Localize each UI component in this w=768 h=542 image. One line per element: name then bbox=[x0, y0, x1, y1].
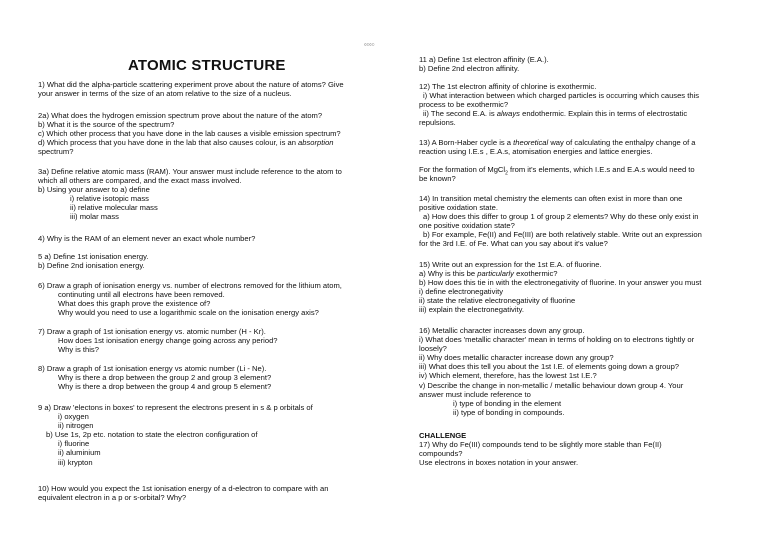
question-16 bbox=[419, 326, 694, 417]
question-7-line-2: How does 1st ionisation energy change going across any period? bbox=[58, 336, 278, 346]
question-2d-text: d) Which process that you have done in the lab that also causes colour, is an bbox=[38, 138, 296, 148]
question-13-formula-end: from it's elements, which I.E.s and E.A.s would need to bbox=[510, 165, 695, 175]
question-14a-line-2: one positive oxidation state? bbox=[419, 221, 515, 231]
question-7 bbox=[38, 327, 278, 354]
question-13-line-3 bbox=[419, 165, 696, 177]
question-5 bbox=[38, 252, 148, 270]
question-15-line-1: 15) Write out an expression for the 1st E.A. of fluorine. bbox=[419, 260, 602, 269]
question-15a-text-end: exothermic? bbox=[516, 269, 558, 279]
question-17-line-1: 17) Why do Fe(III) compounds tend to be slightly more stable than Fe(II) bbox=[419, 440, 662, 450]
challenge-section bbox=[419, 431, 662, 467]
question-3a-line-2: which all others are compared, and the exact mass involved. bbox=[38, 176, 242, 186]
question-16-v-line-1: v) Describe the change in non-metallic / metallic behaviour down group 4. Your bbox=[419, 380, 684, 390]
question-12-i-line-2: process to be exothermic? bbox=[419, 100, 509, 110]
question-14b-line-1: b) For example, Fe(II) and Fe(III) are both relatively stable. Write out an expression bbox=[423, 230, 702, 240]
question-2c: c) Which other process that you have done in the lab causes a visible emission spectrum? bbox=[38, 129, 341, 139]
question-13-text: 13) A Born-Haber cycle is a bbox=[419, 138, 512, 147]
question-13-line-1 bbox=[419, 138, 696, 147]
question-15a-emphasis: particularly bbox=[477, 269, 514, 279]
challenge-heading: CHALLENGE bbox=[419, 431, 467, 440]
question-3b-i: i) relative isotopic mass bbox=[70, 194, 149, 204]
question-4 bbox=[38, 234, 255, 243]
question-16-line-1: 16) Metallic character increases down any group. bbox=[419, 326, 585, 335]
question-9b: b) Use 1s, 2p etc. notation to state the electron configuration of bbox=[46, 430, 258, 440]
question-16-iii: iii) What does this tell you about the 1st I.E. of elements going down a group? bbox=[419, 362, 680, 372]
question-13-text-end: way of calculating the enthalpy change of a bbox=[550, 138, 696, 147]
question-16-v-ii: ii) type of bonding in compounds. bbox=[453, 407, 565, 417]
question-8-line-2: Why is there a drop between the group 2 and group 3 element? bbox=[58, 373, 272, 383]
question-14 bbox=[419, 194, 702, 249]
question-13-emphasis: theoretical bbox=[513, 138, 549, 147]
question-6 bbox=[38, 281, 342, 317]
question-16-i-line-1: i) What does 'metallic character' mean in terms of holding on to electrons tightly or bbox=[419, 335, 695, 345]
question-11a: 11 a) Define 1st electron affinity (E.A.). bbox=[419, 55, 549, 64]
question-10-line-1: 10) How would you expect the 1st ionisation energy of a d-electron to compare with an bbox=[38, 484, 329, 493]
question-11 bbox=[419, 55, 549, 73]
header-stamp: ©©©© bbox=[364, 43, 375, 47]
question-13-line-2: reaction using I.E.s , E.A.s, atomisation energies and lattice energies. bbox=[419, 147, 653, 157]
question-14b-line-2: for the 3rd I.E. of Fe. What can you say about it's value? bbox=[419, 239, 608, 249]
question-8-line-3: Why is there a drop between the group 4 and group 5 element? bbox=[58, 382, 272, 392]
question-14-line-2: positive oxidation state. bbox=[419, 203, 498, 213]
question-14a-line-1: a) How does this differ to group 1 of group 2 elements? Why do these only exist in bbox=[423, 212, 699, 222]
question-13-line-4: be known? bbox=[419, 174, 456, 184]
question-8-line-1: 8) Draw a graph of 1st ionisation energy vs atomic number (Li - Ne). bbox=[38, 364, 267, 373]
question-2d-emphasis: absorption bbox=[298, 138, 334, 148]
question-14-line-1: 14) In transition metal chemistry the elements can often exist in more than one bbox=[419, 194, 683, 203]
question-9b-ii: ii) aluminium bbox=[58, 448, 101, 458]
question-2d-cont: spectrum? bbox=[38, 147, 74, 157]
question-9a-ii: ii) nitrogen bbox=[58, 421, 94, 431]
question-3b: b) Using your answer to a) define bbox=[38, 185, 150, 195]
question-11b: b) Define 2nd electron affinity. bbox=[419, 64, 520, 74]
question-9 bbox=[38, 403, 313, 467]
question-15a-text: a) Why is this be bbox=[419, 269, 476, 279]
question-4-text: 4) Why is the RAM of an element never an exact whole number? bbox=[38, 234, 256, 243]
question-17-line-3: Use electrons in boxes notation in your answer. bbox=[419, 458, 579, 468]
question-3b-iii: iii) molar mass bbox=[70, 212, 119, 222]
question-13 bbox=[419, 138, 696, 183]
question-15a bbox=[419, 269, 701, 278]
question-1 bbox=[38, 80, 344, 98]
question-15b: b) How does this tie in with the electronegativity of fluorine. In your answer you must bbox=[419, 278, 702, 288]
question-8 bbox=[38, 364, 271, 391]
question-10 bbox=[38, 484, 328, 502]
question-2d bbox=[38, 138, 341, 147]
question-7-line-3: Why is this? bbox=[58, 345, 99, 355]
question-2 bbox=[38, 111, 341, 156]
question-16-v-i: i) type of bonding in the element bbox=[453, 398, 562, 408]
question-6-line-3: What does this graph prove the existence of? bbox=[58, 299, 211, 309]
question-13-formula: For the formation of MgCl bbox=[419, 165, 506, 175]
question-12-ii-text: ii) The second E.A. is bbox=[423, 109, 495, 119]
question-15b-i: i) define electronegativity bbox=[419, 287, 503, 297]
question-7-line-1: 7) Draw a graph of 1st ionisation energy vs. atomic number (H - Kr). bbox=[38, 327, 266, 336]
question-12-ii-line-1 bbox=[419, 109, 699, 118]
question-16-ii: ii) Why does metallic character increase down any group? bbox=[419, 353, 614, 363]
question-15b-iii: iii) explain the electronegativity. bbox=[419, 305, 524, 315]
question-6-line-2: continuting until all electrons have been removed. bbox=[58, 290, 225, 300]
question-9b-iii: iii) krypton bbox=[58, 457, 93, 467]
question-9b-i: i) fluorine bbox=[58, 439, 90, 449]
question-16-iv: iv) Which element, therefore, has the lowest 1st I.E.? bbox=[419, 371, 597, 381]
question-16-v-line-2: answer must include reference to bbox=[419, 389, 531, 399]
question-13-subscript: 2 bbox=[505, 170, 508, 177]
question-10-line-2: equivalent electron in a p or s-orbital? Why? bbox=[38, 493, 187, 503]
question-9a: 9 a) Draw 'electons in boxes' to represent the electrons present in s & p orbitals of bbox=[38, 403, 313, 412]
question-1-line-1: 1) What did the alpha-particle scattering experiment prove about the nature of atoms? Give bbox=[38, 80, 344, 89]
question-15 bbox=[419, 260, 701, 315]
question-3b-ii: ii) relative molecular mass bbox=[70, 203, 158, 213]
question-12 bbox=[419, 82, 699, 127]
question-15b-ii: ii) state the relative electronegativity of fluorine bbox=[419, 296, 576, 306]
question-3a-line-1: 3a) Define relative atomic mass (RAM). Your answer must include reference to the atom to bbox=[38, 167, 342, 176]
question-9a-i: i) oxygen bbox=[58, 412, 89, 422]
question-5a: 5 a) Define 1st ionisation energy. bbox=[38, 252, 149, 261]
question-5b: b) Define 2nd ionisation energy. bbox=[38, 261, 145, 271]
question-2b: b) What it is the source of the spectrum? bbox=[38, 120, 175, 130]
question-1-line-2: your answer in terms of the size of an atom relative to the size of a nucleus. bbox=[38, 89, 292, 99]
question-6-line-4: Why would you need to use a logarithmic scale on the ionisation energy axis? bbox=[58, 308, 319, 318]
question-17-line-2: compounds? bbox=[419, 449, 463, 459]
question-3 bbox=[38, 167, 342, 222]
question-12-ii-emphasis: always bbox=[496, 109, 520, 119]
question-12-ii-text-end: endothermic. Explain this in terms of electrostatic bbox=[522, 109, 688, 119]
question-6-line-1: 6) Draw a graph of ionisation energy vs. number of electrons removed for the lithium atom, bbox=[38, 281, 342, 290]
question-2a: 2a) What does the hydrogen emission spectrum prove about the nature of the atom? bbox=[38, 111, 323, 120]
question-16-i-line-2: loosely? bbox=[419, 344, 447, 354]
question-12-ii-line-2: repulsions. bbox=[419, 118, 456, 128]
page-title: ATOMIC STRUCTURE bbox=[128, 57, 286, 74]
question-12-i-line-1: i) What interaction between which charged particles is occurring which causes this bbox=[423, 91, 700, 101]
question-12-line-1: 12) The 1st electron affinity of chlorine is exothermic. bbox=[419, 82, 597, 91]
